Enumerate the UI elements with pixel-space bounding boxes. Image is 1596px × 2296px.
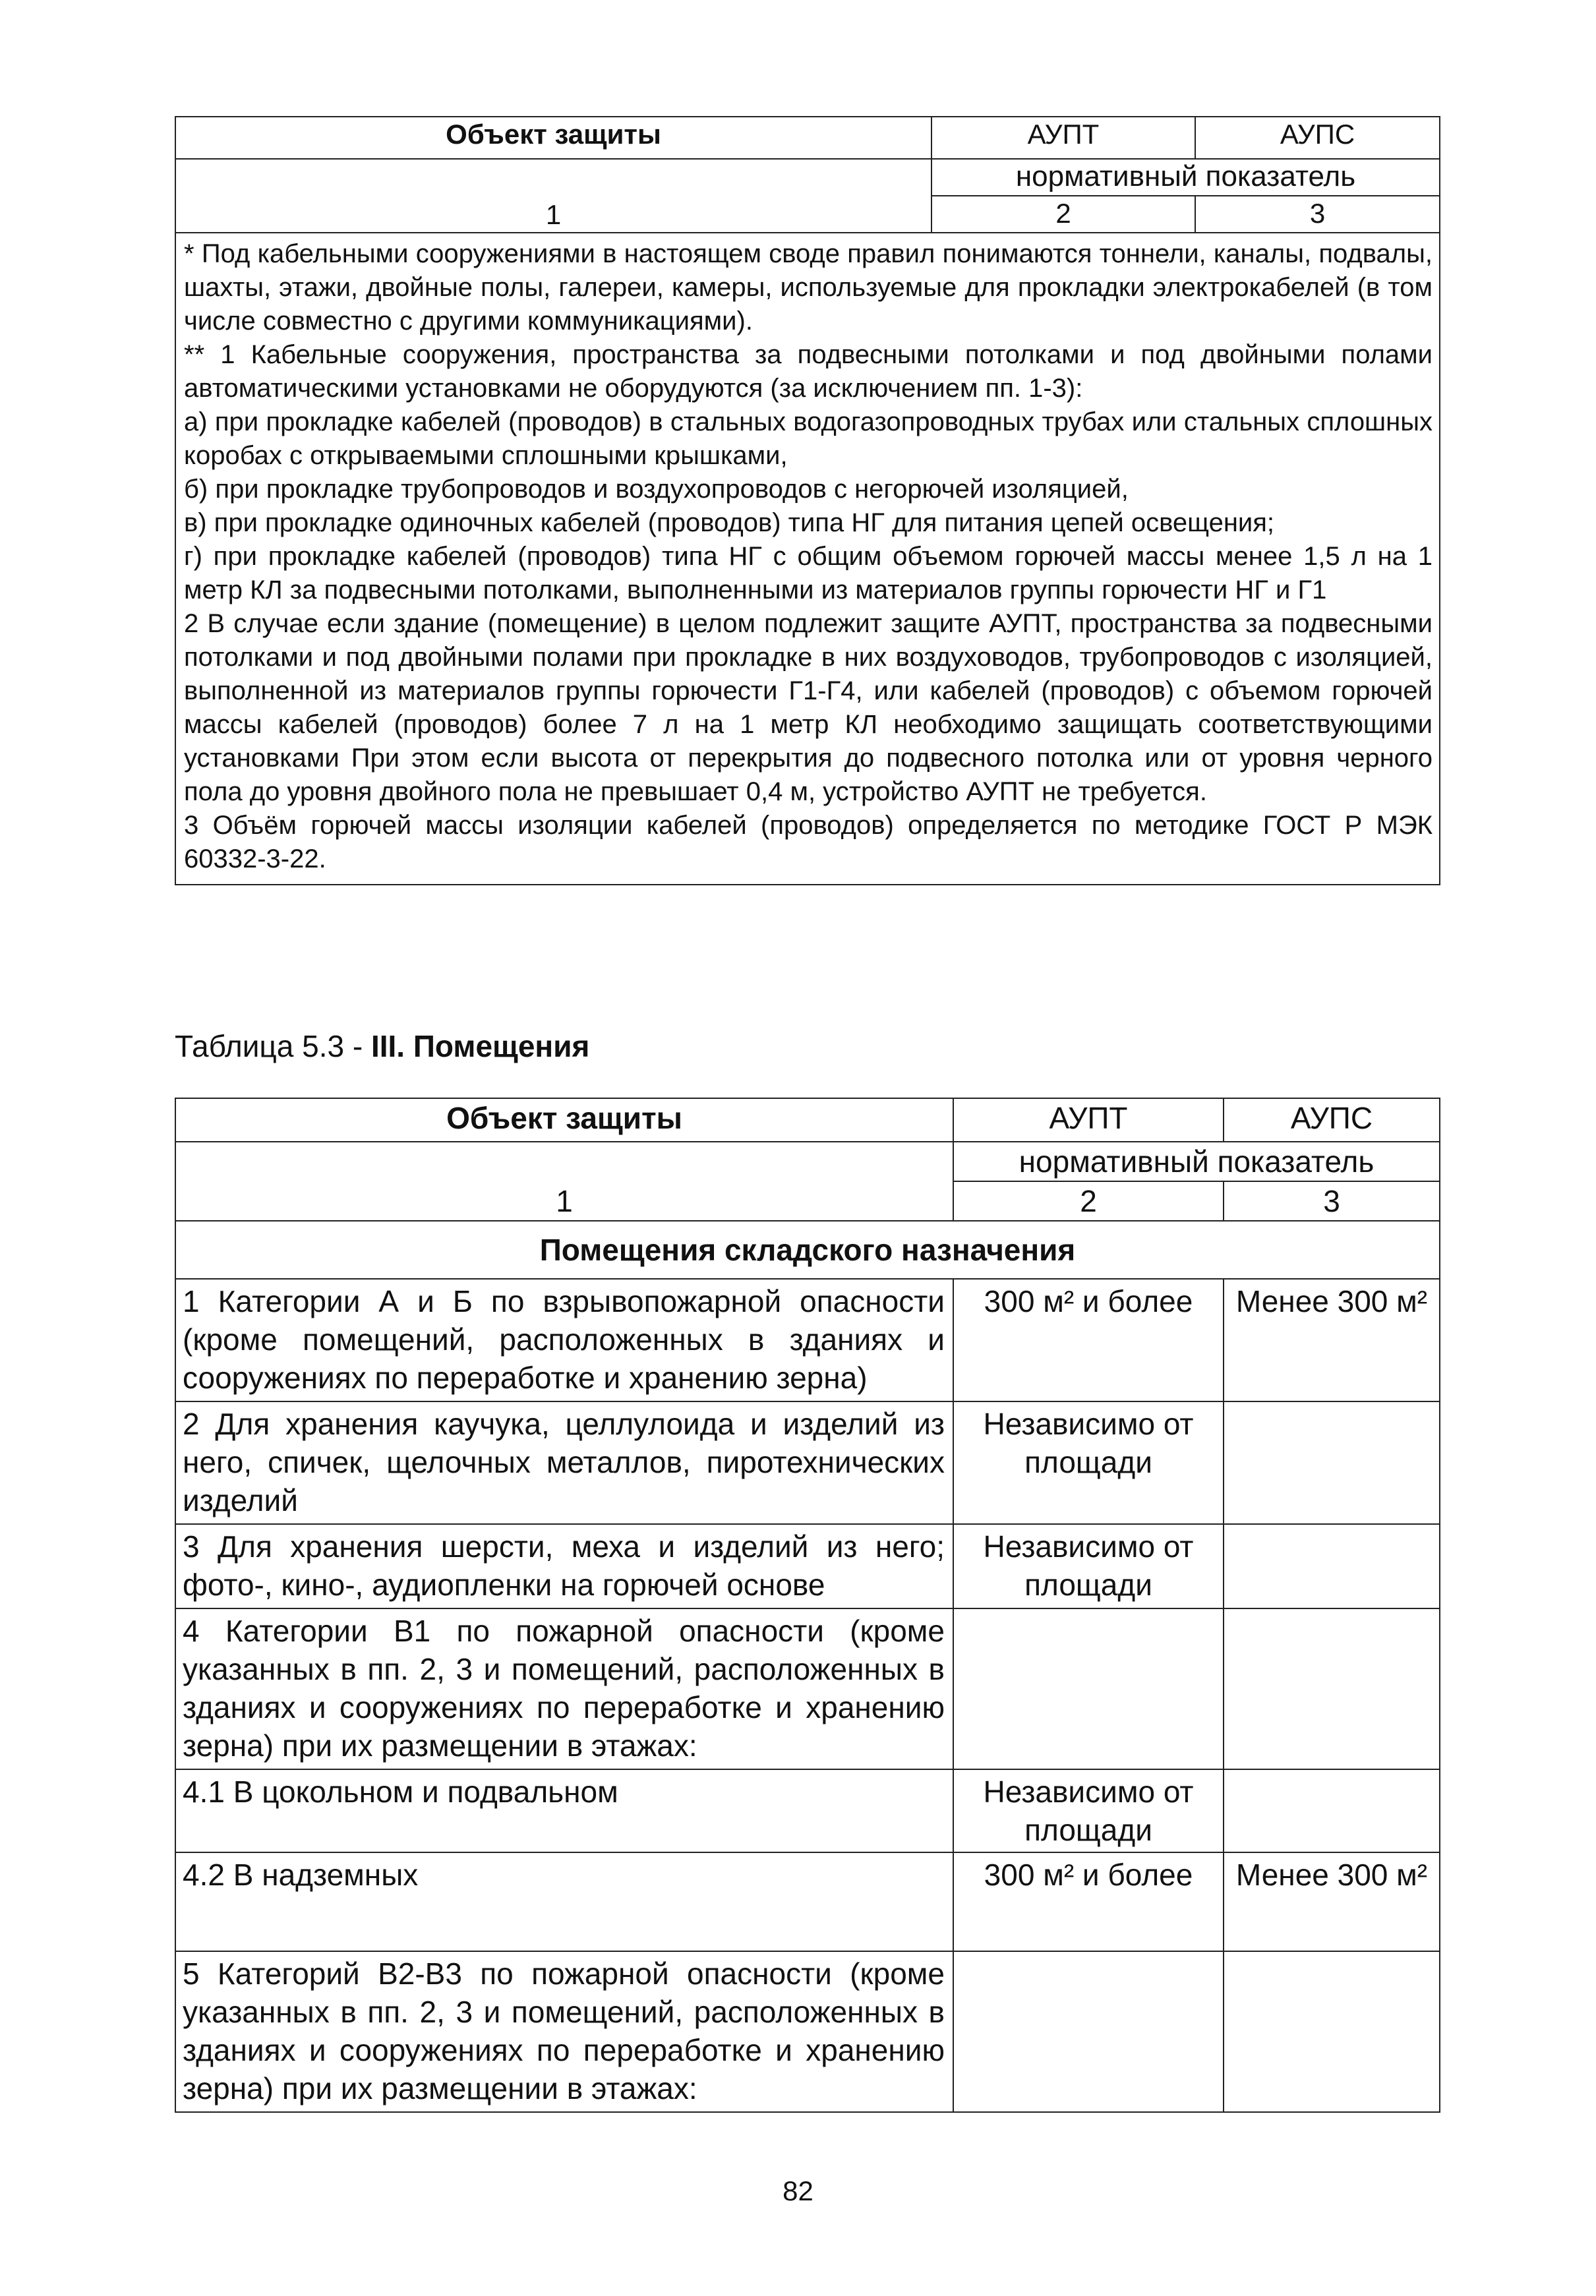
header-object: Объект защиты [175,117,931,159]
row-aupt: 300 м² и более [953,1852,1224,1951]
row-aupt: Независимо от площади [953,1401,1224,1524]
header-object: Объект защиты [175,1098,953,1142]
header-aups: АУПС [1224,1098,1440,1142]
row-object: 1 Категории А и Б по взрывопожарной опасности (кроме помещений, расположенных в зданиях и сооружениях по переработке и хранению зерна) [175,1279,953,1401]
page-number: 82 [783,2175,813,2206]
table-row [175,1401,1440,1524]
row-object: 4.2 В надземных [175,1852,953,1951]
footnote: ** 1 Кабельные сооружения, пространства за подвесными потолками и под двойными полами автоматическими установками не оборудуются (за исключением пп. 1-3): [184,340,1433,403]
row-aups [1224,1608,1440,1769]
header-normative: нормативный показатель [953,1142,1440,1181]
row-aupt: Независимо от площади [953,1524,1224,1608]
section-header: Помещения складского назначения [175,1221,1440,1279]
footnote: 3 Объём горючей массы изоляции кабелей (проводов) определяется по методике ГОСТ Р МЭК 60332-3-22. [184,811,1433,873]
footnote: г) при прокладке кабелей (проводов) типа НГ с общим объемом горючей массы менее 1,5 л на 1 метр КЛ за подвесными потолками, выполненными из материалов группы горючести НГ и Г1 [184,542,1433,604]
table-caption [175,1028,589,1064]
row-object: 4 Категории В1 по пожарной опасности (кроме указанных в пп. 2, 3 и помещений, расположенных в зданиях и сооружениях по переработке и хранению зерна) при их размещении в этажах: [175,1608,953,1769]
header-col3: 3 [1224,1181,1440,1221]
header-col2: 2 [953,1181,1224,1221]
caption-prefix: Таблица 5.3 - [175,1029,371,1063]
footnote: а) при прокладке кабелей (проводов) в стальных водогазопроводных трубах или стальных сплошных коробах с открываемыми сплошными крышками, [184,407,1433,470]
table-row [175,1769,1440,1852]
table-continuation [175,116,1440,885]
header-normative: нормативный показатель [931,159,1440,196]
header-col3: 3 [1195,196,1440,233]
row-aups [1224,1524,1440,1608]
table-premises [175,1098,1440,2113]
row-object: 4.1 В цокольном и подвальном [175,1769,953,1852]
footnote: в) при прокладке одиночных кабелей (проводов) типа НГ для питания цепей освещения; [184,508,1275,537]
header-col2: 2 [931,196,1195,233]
row-aups: Менее 300 м² [1224,1852,1440,1951]
table-row [175,1608,1440,1769]
row-aups [1224,1951,1440,2112]
row-object: 2 Для хранения каучука, целлулоида и изделий из него, спичек, щелочных металлов, пиротехнических изделий [175,1401,953,1524]
caption-title: III. Помещения [370,1029,590,1063]
header-col1: 1 [545,199,562,230]
row-aupt: Независимо от площади [953,1769,1224,1852]
footnote: * Под кабельными сооружениями в настоящем своде правил понимаются тоннели, каналы, подвалы, шахты, этажи, двойные полы, галереи, камеры, используемые для прокладки электрокабелей (в том числе совместно с другими коммуникациями). [184,239,1433,336]
row-object: 3 Для хранения шерсти, меха и изделий из него; фото-, кино-, аудиопленки на горючей основе [175,1524,953,1608]
table-row [175,1951,1440,2112]
row-aups: Менее 300 м² [1224,1279,1440,1401]
header-aupt: АУПТ [931,117,1195,159]
header-aupt: АУПТ [953,1098,1224,1142]
table-row [175,1279,1440,1401]
table-row [175,1524,1440,1608]
header-aups: АУПС [1195,117,1440,159]
footnote: 2 В случае если здание (помещение) в целом подлежит защите АУПТ, пространства за подвесными потолками и под двойными полами при прокладке в них воздуховодов, трубопроводов с изоляцией, выполненной из материалов группы горючести Г1-Г4, или кабелей (проводов) с объемом горючей массы кабелей (проводов) более 7 л на 1 метр КЛ необходимо защищать соответствующими установками При этом если высота от перекрытия до подвесного потолка или от уровня черного пола до уровня двойного пола не превышает 0,4 м, устройство АУПТ не требуется. [184,609,1433,806]
footnotes [175,233,1440,885]
row-object: 5 Категорий В2-В3 по пожарной опасности (кроме указанных в пп. 2, 3 и помещений, расположенных в зданиях и сооружениях по переработке и хранению зерна) при их размещении в этажах: [175,1951,953,2112]
row-aups [1224,1401,1440,1524]
table-row [175,1852,1440,1951]
row-aupt [953,1951,1224,2112]
row-aupt: 300 м² и более [953,1279,1224,1401]
header-col1: 1 [556,1184,573,1218]
row-aupt [953,1608,1224,1769]
footnote: б) при прокладке трубопроводов и воздухопроводов с негорючей изоляцией, [184,475,1129,504]
row-aups [1224,1769,1440,1852]
